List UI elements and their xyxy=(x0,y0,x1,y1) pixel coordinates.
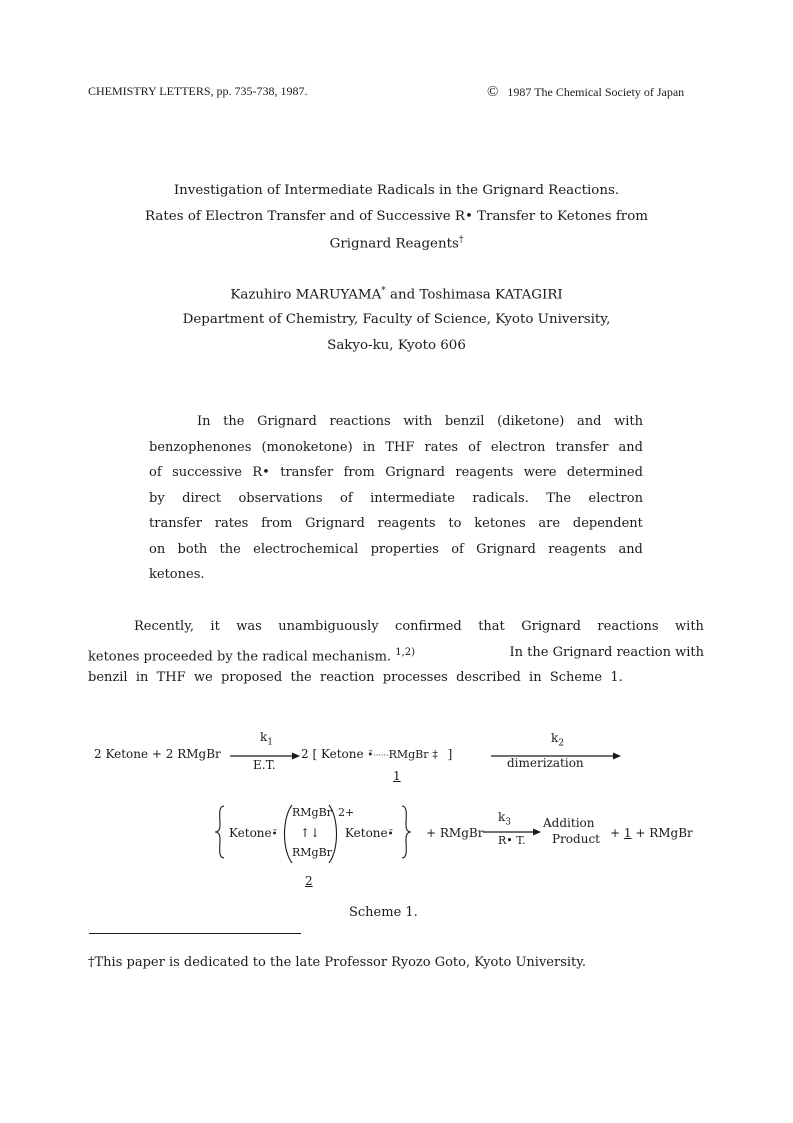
dimer-ketone-right: Ketone•̄ xyxy=(345,826,394,840)
copyright-symbol: © xyxy=(487,84,499,100)
title-dagger: † xyxy=(458,235,464,245)
right-brace xyxy=(400,805,412,859)
word: were xyxy=(523,465,557,480)
word: with xyxy=(403,414,433,429)
word: of xyxy=(340,490,353,506)
word: rates xyxy=(214,516,249,531)
scheme-reactants: 2 Ketone + 2 RMgBr xyxy=(94,747,221,761)
radical-transfer-label: R• T. xyxy=(498,834,526,847)
word: reactions xyxy=(329,414,391,429)
abstract-line xyxy=(149,537,643,563)
title-line-1: Investigation of Intermediate Radicals in the Grignard Reactions. xyxy=(173,183,620,198)
word: electron xyxy=(588,490,643,506)
dotted-bond: ······ xyxy=(373,751,389,760)
left-brace xyxy=(214,805,226,859)
body-line-2-text: ketones proceeded by the radical mechanism. xyxy=(88,648,392,664)
scheme-plus-rmgbr: + RMgBr xyxy=(426,826,484,840)
word: transfer xyxy=(280,465,334,480)
footnote-text: This paper is dedicated to the late Professor Ryozo Goto, Kyoto University. xyxy=(94,955,587,970)
reference-citation: 1,2) xyxy=(395,646,416,658)
dimer-ketone-left: Ketone•̄ xyxy=(229,826,278,840)
word: intermediate xyxy=(370,490,455,506)
radical-cation-symbol: ‡ xyxy=(432,748,438,761)
radical-anion-symbol: •̄ xyxy=(271,829,278,840)
abstract-line xyxy=(149,460,643,486)
title-line-3 xyxy=(0,235,793,251)
word: and xyxy=(577,414,602,429)
word: reagents xyxy=(377,516,436,531)
scheme-caption: Scheme 1. xyxy=(349,905,418,920)
word: the xyxy=(219,541,241,557)
body-line-2-end: In the Grignard reaction with xyxy=(509,644,704,660)
word: Grignard xyxy=(476,541,536,557)
corresponding-star: * xyxy=(381,286,386,296)
word: unambiguously xyxy=(278,619,379,634)
word: of xyxy=(468,439,481,455)
word: electrochemical xyxy=(253,541,359,557)
word: observations xyxy=(238,490,323,506)
word: R• xyxy=(252,465,270,480)
dimer-rmgbr-top: RMgBr xyxy=(292,806,332,819)
word: reagents xyxy=(455,465,514,480)
title-line-3-text: Grignard Reagents xyxy=(329,236,459,252)
footnote-dagger: † xyxy=(88,955,95,970)
word: ketones xyxy=(474,516,526,531)
word: the xyxy=(223,414,245,429)
dimerization-label: dimerization xyxy=(507,756,584,770)
word: both xyxy=(177,541,208,557)
word: are xyxy=(538,516,561,531)
word: In xyxy=(197,414,211,429)
abstract xyxy=(149,409,643,588)
product-label: Product xyxy=(552,832,600,846)
body-line xyxy=(88,614,704,640)
dimer-charge: 2+ xyxy=(338,806,355,819)
word: transfer xyxy=(555,439,609,455)
word: reagents xyxy=(548,541,607,557)
word: of xyxy=(149,465,162,480)
abstract-line: ketones. xyxy=(149,567,205,582)
abstract-line xyxy=(149,409,643,435)
affiliation-line-1: Department of Chemistry, Faculty of Science, Kyoto University, xyxy=(182,312,611,327)
word: Grignard xyxy=(305,516,365,531)
word: Grignard xyxy=(257,414,317,429)
word: in xyxy=(362,439,376,455)
word: that xyxy=(478,619,505,634)
word: Grignard xyxy=(521,619,581,634)
word: dependent xyxy=(572,516,643,531)
word: radicals. xyxy=(472,490,529,506)
rate-constant-k2: $k_2$ xyxy=(551,731,565,749)
word: with xyxy=(614,414,643,429)
word: direct xyxy=(182,490,222,506)
author-and: and xyxy=(385,287,420,303)
word: confirmed xyxy=(395,619,462,634)
abstract-line xyxy=(149,435,643,461)
affiliation-line-2: Sakyo-ku, Kyoto 606 xyxy=(327,338,466,353)
copyright-text: 1987 The Chemical Society of Japan xyxy=(507,85,685,99)
abstract-line xyxy=(149,486,643,512)
body-line xyxy=(88,640,704,666)
word: Recently, xyxy=(134,619,194,634)
word: of xyxy=(451,541,464,557)
footnote xyxy=(88,955,586,970)
abstract-line xyxy=(149,511,643,537)
word: by xyxy=(149,490,165,506)
compound-label-1: 1 xyxy=(393,769,401,783)
word: rates xyxy=(424,439,459,455)
rate-constant-k1: $k_1$ xyxy=(260,730,274,748)
author-line xyxy=(0,286,793,302)
body-paragraph xyxy=(88,614,704,691)
author-2: Toshimasa KATAGIRI xyxy=(419,287,563,303)
footnote-rule xyxy=(89,933,301,934)
scheme-end: + 1 + RMgBr xyxy=(610,826,693,840)
word: Grignard xyxy=(385,465,445,480)
rate-constant-k3: $k_3$ xyxy=(498,810,512,828)
intermediate-1: 2 [ Ketone •̄······RMgBr ‡ ] xyxy=(301,747,453,761)
word: and xyxy=(618,541,643,557)
word: THF xyxy=(385,439,415,455)
word: (monoketone) xyxy=(261,439,353,455)
author-1: Kazuhiro MARUYAMA xyxy=(230,287,382,303)
word: The xyxy=(546,490,572,506)
word: successive xyxy=(172,465,242,480)
body-line: benzil in THF we proposed the reaction processes described in Scheme 1. xyxy=(88,670,623,685)
radical-anion-symbol: •̄ xyxy=(387,829,394,840)
word: electron xyxy=(490,439,546,455)
word: reactions xyxy=(597,619,659,634)
spin-arrows: ↑↓ xyxy=(300,826,321,840)
dimer-rmgbr-bottom: RMgBr xyxy=(292,846,332,859)
radical-anion-symbol: •̄ xyxy=(367,750,374,761)
word: and xyxy=(618,439,643,455)
word: (diketone) xyxy=(497,414,565,429)
addition-label: Addition xyxy=(543,816,595,830)
word: to xyxy=(448,516,462,531)
word: with xyxy=(675,619,704,634)
title-line-2: Rates of Electron Transfer and of Successive R• Transfer to Ketones from xyxy=(145,209,648,224)
word: benzil xyxy=(444,414,485,429)
copyright-line xyxy=(487,84,684,101)
word: was xyxy=(236,619,262,634)
word: transfer xyxy=(149,516,202,531)
word: properties xyxy=(370,541,439,557)
word: benzophenones xyxy=(149,439,252,455)
compound-label-2: 2 xyxy=(305,874,313,888)
journal-citation: CHEMISTRY LETTERS, pp. 735-738, 1987. xyxy=(88,84,308,98)
word: on xyxy=(149,541,166,557)
word: determined xyxy=(566,465,643,480)
word: from xyxy=(261,516,293,531)
electron-transfer-label: E.T. xyxy=(253,758,276,772)
word: from xyxy=(343,465,375,480)
word: it xyxy=(210,619,220,634)
compound-label-1: 1 xyxy=(623,826,632,840)
